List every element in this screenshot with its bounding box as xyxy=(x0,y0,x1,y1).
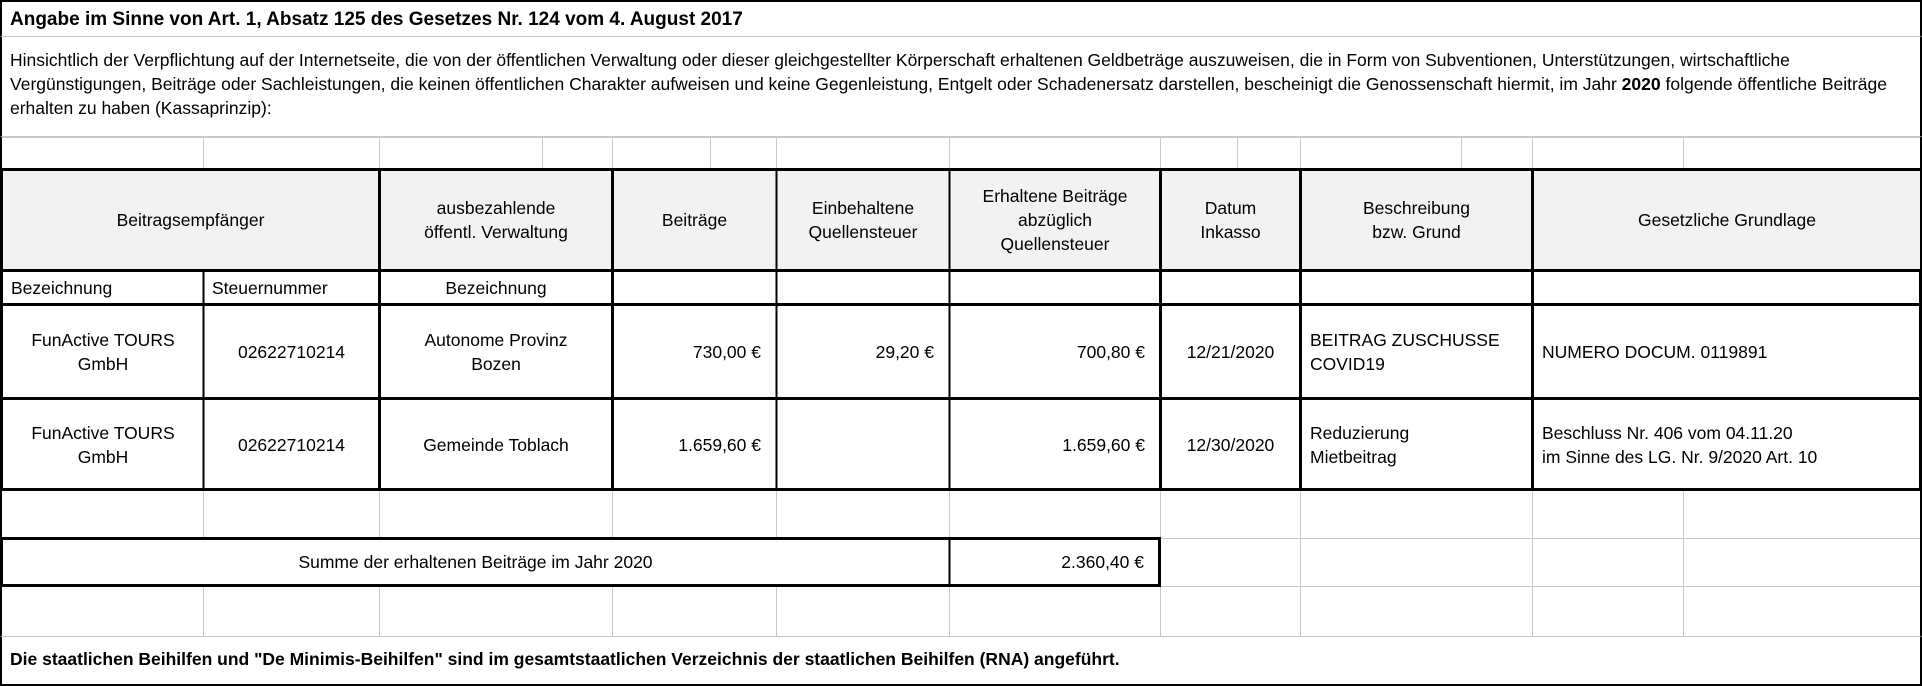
header-date: Datum Inkasso xyxy=(1162,171,1299,269)
subheader-name: Bezeichnung xyxy=(11,277,113,298)
summary-total: 2.360,40 € xyxy=(1061,552,1144,572)
header-net-amount: Erhaltene Beiträge abzüglich Quellensteuer xyxy=(951,171,1159,269)
row1-tax-number: 02622710214 xyxy=(237,342,346,362)
row1-withholding: 29,20 € xyxy=(875,342,934,362)
row2-description: Reduzierung Mietbeitrag xyxy=(1310,422,1410,467)
header-administration: ausbezahlende öffentl. Verwaltung xyxy=(381,171,611,269)
row2-withholding xyxy=(778,400,948,489)
intro-year: 2020 xyxy=(1621,74,1661,94)
row1-administration: Autonome Provinz Bozen xyxy=(424,330,568,374)
intro-text-after: folgende öffentliche Beiträge erhalten zu haben (Kassaprinzip): xyxy=(10,74,1887,118)
row2-amount: 1.659,60 € xyxy=(678,434,761,455)
header-amount: Beiträge xyxy=(614,171,775,269)
footer-note: Die staatlichen Beihilfen und "De Minimis-Beihilfen" sind im gesamtstaatlichen Verzeichnis der staatlichen Beihilfen (RNA) angeführt. xyxy=(0,636,1922,686)
row1-legal-basis: NUMERO DOCUM. 0119891 xyxy=(1542,342,1768,362)
header-description: Beschreibung bzw. Grund xyxy=(1302,171,1531,269)
row1-amount: 730,00 € xyxy=(692,342,761,362)
summary-label: Summe der erhaltenen Beiträge im Jahr 2020 xyxy=(298,552,653,572)
subheader-admin-name: Bezeichnung xyxy=(445,277,547,298)
row1-net-amount: 700,80 € xyxy=(1076,342,1145,362)
header-withholding: Einbehaltene Quellensteuer xyxy=(778,171,948,269)
row2-legal-basis: Beschluss Nr. 406 vom 04.11.20 im Sinne des LG. Nr. 9/2020 Art. 10 xyxy=(1542,422,1818,467)
header-recipient: Beitragsempfänger xyxy=(3,171,378,269)
row2-date: 12/30/2020 xyxy=(1186,434,1275,455)
header-legal-basis: Gesetzliche Grundlage xyxy=(1534,171,1920,269)
subheader-tax-number: Steuernummer xyxy=(212,277,328,298)
row2-name: FunActive TOURS GmbH xyxy=(31,422,175,467)
row2-tax-number: 02622710214 xyxy=(237,434,346,455)
row1-date: 12/21/2020 xyxy=(1186,342,1275,362)
row2-net-amount: 1.659,60 € xyxy=(1062,434,1145,455)
document-title: Angabe im Sinne von Art. 1, Absatz 125 des Gesetzes Nr. 124 vom 4. August 2017 xyxy=(0,0,1922,37)
row2-administration: Gemeinde Toblach xyxy=(423,434,569,455)
row1-description: BEITRAG ZUSCHUSSE COVID19 xyxy=(1310,330,1500,374)
intro-text-before: Hinsichtlich der Verpflichtung auf der Internetseite, die von der öffentlichen Verwaltung oder dieser gleichgestellter Körperschaft erhaltenen Geldbeträge auszuweisen, die in Form von Subventionen, Unterstützungen, wirtschaftliche Vergünstigungen, Beiträge oder Sachleistungen, die keinen öffentlichen Charakter aufweisen und keine Gegenleistung, Entgelt oder Schadenersatz darstellen, bescheinigt die Genossenschaft hiermit, im Jahr xyxy=(10,50,1790,94)
row1-name: FunActive TOURS GmbH xyxy=(31,330,175,374)
